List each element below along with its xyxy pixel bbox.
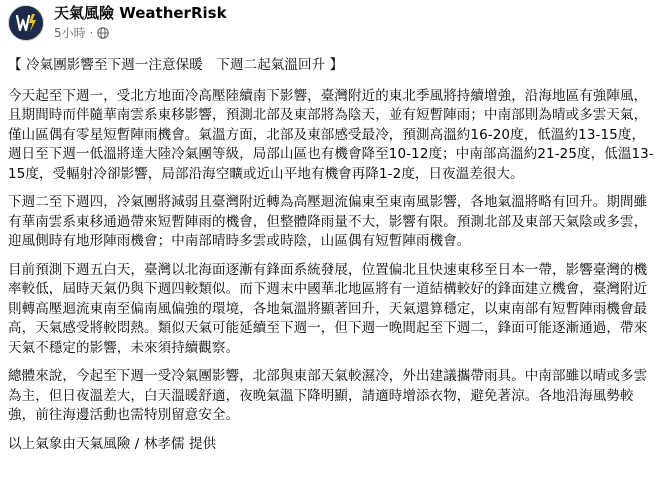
post-credit: 以上氣象由天氣風險 / 林孝儒 提供 xyxy=(8,435,217,452)
weatherrisk-logo-icon xyxy=(9,6,43,40)
separator-dot: · xyxy=(89,26,94,40)
page-name-link[interactable]: 天氣風險 WeatherRisk xyxy=(54,4,227,22)
post-paragraph: 下週二至下週四，冷氣團將減弱且臺灣附近轉為高壓迴流偏東至東南風影響，各地氣溫將略有回升。期間雖有華南雲系東移通過帶來短暫陣雨的機會，但整體降雨量不大，影響有限。預測北部及東部天氣陰或多雲，迎風側時有地形陣雨機會；中南部晴時多雲或時陰，山區偶有短暫陣雨機會。 xyxy=(8,194,648,249)
post-meta xyxy=(54,4,227,41)
post-header xyxy=(8,4,227,41)
post-headline: 【 冷氣團影響至下週一注意保暖 下週二起氣溫回升 】 xyxy=(8,57,344,73)
post-paragraph: 總體來說，今起至下週一受冷氣團影響，北部與東部天氣較濕冷，外出建議攜帶雨具。中南部雖以晴或多雲為主，但日夜溫差大，白天溫暖舒適，夜晚氣溫下降明顯，請適時增添衣物，避免著涼。各地沿海風勢較強，前往海邊活動也需特別留意安全。 xyxy=(8,368,648,423)
post-body xyxy=(8,56,656,463)
post-paragraph: 今天起至下週一，受北方地面冷高壓陸續南下影響，臺灣附近的東北季風將持續增強，沿海地區有強陣風，且期間時而伴隨華南雲系東移影響，預測北部及東部將為陰天，並有短暫陣雨；中南部則為晴或多雲天氣，僅山區偶有零星短暫陣雨機會。氣溫方面，北部及東部感受最冷，預測高溫約16-20度，低溫約13-15度，週日至下週一低溫將達大陸冷氣團等級，局部山區也有機會降至10-12度；中南部高溫約21-25度，低溫13-15度，受輻射冷卻影響，局部沿海空曠或近山平地有機會再降1-2度，日夜溫差很大。 xyxy=(8,87,654,182)
page-avatar[interactable] xyxy=(8,5,44,41)
post-time-row xyxy=(54,25,227,41)
post-timestamp[interactable]: 5小時 xyxy=(54,26,86,40)
post-paragraph: 目前預測下週五白天，臺灣以北海面逐漸有鋒面系統發展，位置偏北且快速東移至日本一帶，影響臺灣的機率較低，屆時天氣仍與下週四較類似。而下週末中國華北地區將有一道結構較好的鋒面建立機會，臺灣附近則轉高壓迴流東南至偏南風偏強的環境，各地氣溫將顯著回升，天氣還算穩定，以東南部有短暫陣雨機會最高，天氣感受將較悶熱。類似天氣可能延續至下週一，但下週一晚間起至下週二，鋒面可能逐漸通過，帶來天氣不穩定的影響，未來須持續觀察。 xyxy=(8,261,648,356)
globe-icon[interactable] xyxy=(97,27,109,39)
